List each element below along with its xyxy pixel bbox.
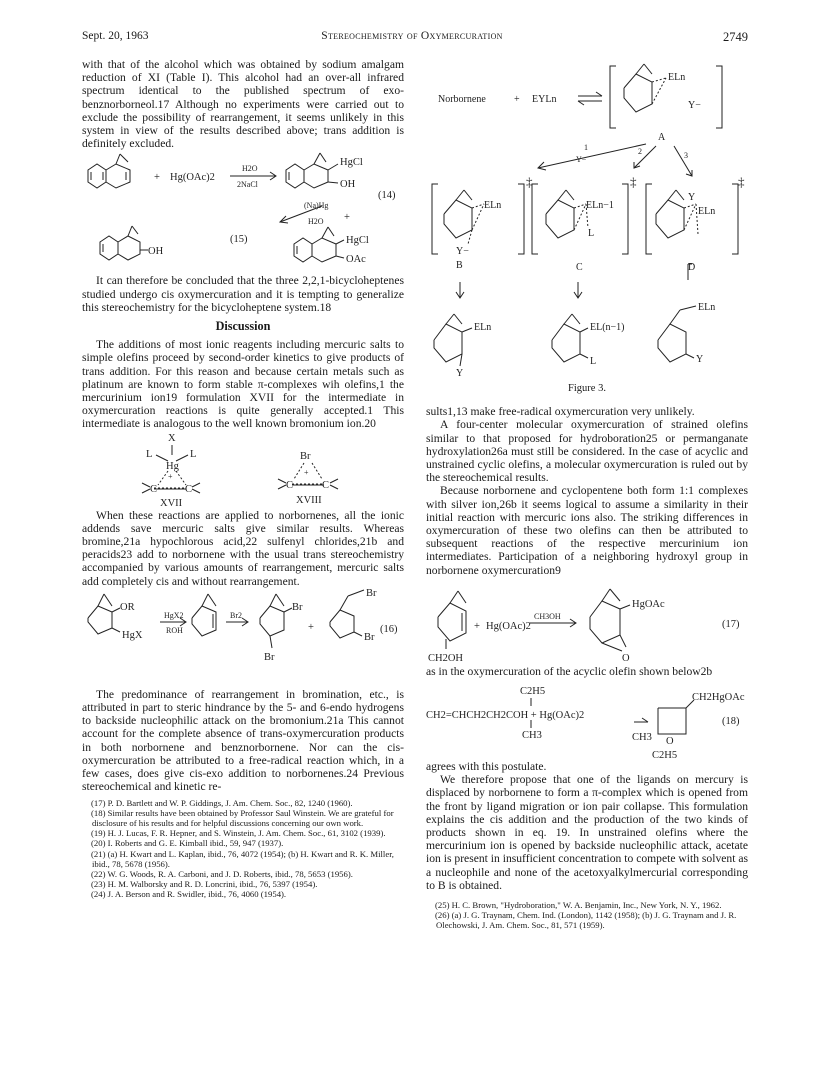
atom-label: C — [286, 479, 294, 491]
reagent-label: EYLn — [532, 94, 557, 105]
substituent-label: CH3 — [632, 732, 652, 744]
mercurinium-bromonium-figure — [82, 431, 404, 509]
substituent-label: Br — [264, 651, 275, 663]
footnote: (21) (a) H. Kwart and L. Kaplan, ibid., 76, 4072 (1954); (b) H. Kwart and R. K. Miller, ibid., 78, 5678 (1956). — [91, 848, 394, 869]
footnotes — [426, 900, 748, 931]
substituent-label: ELn — [668, 72, 686, 83]
substituent-label: Y — [688, 192, 696, 203]
right-column — [426, 58, 748, 931]
pathway-number: 1 — [584, 143, 588, 152]
arrow-above-label: Br2 — [230, 610, 242, 620]
atom-label: Br — [300, 450, 311, 462]
substituent-label: ELn — [698, 206, 716, 217]
transition-state-mark: ‡ — [630, 174, 637, 189]
plus-sign: + — [344, 212, 350, 224]
footnote: (24) J. A. Berson and R. Swidler, ibid., 76, 4060 (1954). — [91, 889, 287, 900]
figure-3 — [426, 58, 748, 376]
atom-label: C — [150, 483, 158, 495]
footnote: (18) Similar results have been obtained by Professor Saul Winstein. We are grateful for disclosure of his results and for helpful discussions concerning our own work. — [91, 807, 394, 828]
substituent-label: CH2HgOAc — [692, 692, 745, 704]
atom-label: C — [322, 479, 330, 491]
substituent-label: EL(n−1) — [590, 322, 625, 333]
charge-label: + — [304, 467, 309, 477]
reactant-label: CH2=CHCH2CH2COH + Hg(OAc)2 — [426, 710, 585, 722]
substituent-label: C2H5 — [520, 686, 546, 698]
substituent-label: HgCl — [346, 235, 369, 247]
substituent-label: OR — [120, 601, 135, 613]
intermediate-label: B — [456, 260, 463, 271]
substituent-label: ELn — [698, 302, 716, 313]
arrow-above-label: H2O — [242, 164, 258, 174]
transition-state-mark: ‡ — [738, 174, 745, 189]
equation-number: (15) — [230, 234, 248, 246]
substituent-label: OH — [340, 179, 356, 191]
equation-16-figure — [82, 588, 404, 688]
substituent-label: ELn−1 — [586, 200, 614, 211]
atom-label: C — [185, 483, 193, 495]
substituent-label: Br — [366, 587, 377, 599]
pathway-number: 3 — [684, 151, 688, 160]
substituent-label: OH — [148, 246, 164, 258]
charge-label: + — [168, 471, 173, 481]
arrow-above-label: CH3OH — [534, 611, 561, 621]
equation-17-figure — [426, 577, 748, 665]
atom-label: Hg — [166, 460, 179, 472]
substituent-label: ELn — [484, 200, 502, 211]
paragraph: It can therefore be concluded that the three 2,2,1-bicycloheptenes studied undergo cis oxymercuration and it is tempting to generalize this stereochemistry for the bicycloheptene system.18 — [82, 274, 404, 314]
atom-label: L — [146, 448, 153, 460]
substituent-label: HgOAc — [632, 598, 665, 610]
arrow-below-label: 2NaCl — [237, 180, 258, 190]
substituent-label: Br — [364, 631, 375, 643]
compound-label: XVII — [160, 497, 183, 509]
footnote: (23) H. M. Walborsky and R. D. Loncrini, ibid., 76, 5397 (1954). — [91, 879, 318, 890]
substituent-label: C2H5 — [652, 750, 678, 761]
header-date: Sept. 20, 1963 — [82, 30, 149, 42]
plus-sign: + — [514, 94, 520, 105]
reagent-label: Hg(OAc)2 — [486, 620, 531, 632]
substituent-label: CH2OH — [428, 652, 464, 664]
substituent-label: Y — [696, 354, 704, 365]
equation-number: (16) — [380, 623, 398, 635]
substituent-label: Y− — [456, 246, 469, 257]
arrow-above-label: HgX2 — [164, 610, 184, 620]
footnote: (20) I. Roberts and G. E. Kimball ibid., 59, 947 (1937). — [91, 838, 284, 849]
footnote: (19) H. J. Lucas, F. R. Hepner, and S. Winstein, J. Am. Chem. Soc., 61, 3102 (1939). — [91, 828, 386, 839]
left-column — [82, 58, 404, 900]
paragraph: as in the oxymercuration of the acyclic olefin shown below2b — [426, 664, 713, 678]
substituent-label: CH3 — [522, 730, 542, 742]
page-number: 2749 — [723, 30, 748, 44]
paragraph: A four-center molecular oxymercuration of strained olefins similar to that proposed for hydroboration25 or permanganate hydroxylation26a must still be considered. In the case of acyclic and unstrained cyclic olefins, a molecular oxymercuration is ruled out by the stereochemical results. — [426, 418, 748, 485]
plus-sign: + — [154, 172, 160, 184]
intermediate-label: C — [576, 262, 583, 273]
substituent-label: L — [588, 228, 595, 239]
arrow-below-label: H2O — [308, 217, 324, 227]
footnotes — [82, 798, 404, 900]
paragraph: agrees with this postulate. — [426, 760, 547, 774]
substituent-label: Y — [456, 368, 464, 376]
footnote: (17) P. D. Bartlett and W. P. Giddings, J. Am. Chem. Soc., 82, 1240 (1960). — [91, 797, 353, 808]
atom-label: L — [190, 448, 197, 460]
paragraph: Because norbornene and cyclopentene both form 1:1 complexes with silver ion,26b it seems logical to assume a similarity in their initial reaction with mercuric ions also. The striking differences in oxymercuration of these two olefins can then be attributed to subsequent reactions of the respective mercurinium ion intermediates. Participation of a neighboring hydroxyl group in norbornene oxymercuration9 — [426, 484, 748, 577]
paragraph: The predominance of rearrangement in bromination, etc., is attributed in part to steric hindrance by the 5- and 6-endo hydrogens to backside nucleophilic attack on the bromonium.21a This cannot account for the complete absence of trans-oxymercuration products in both norbornene and benznorbornene. Nor can the cis-oxymercuration be attributed to a free-radical reaction which, in a few cases, does give cis-exo addition to norbornenes.24 Previous stereochemical and kinetic re- — [82, 687, 404, 794]
figure-caption: Figure 3. — [568, 383, 606, 394]
header-title: Stereochemistry of Oxymercuration — [321, 30, 503, 42]
footnote: (22) W. G. Woods, R. A. Carboni, and J. D. Roberts, ibid., 78, 5653 (1956). — [91, 868, 353, 879]
pathway-label: Y− — [576, 155, 587, 164]
substituent-label: Y− — [688, 100, 701, 111]
running-header — [82, 30, 748, 46]
paragraph: sults1,13 make free-radical oxymercuration very unlikely. — [426, 405, 695, 419]
section-heading: Discussion — [215, 319, 271, 334]
transition-state-mark: ‡ — [526, 174, 533, 189]
compound-label: Norbornene — [438, 94, 486, 105]
equation-number: (17) — [722, 618, 740, 630]
arrow-above-label: (Na)Hg — [304, 201, 329, 211]
equation-number: (18) — [722, 716, 740, 728]
pathway-number: 2 — [638, 147, 642, 156]
paragraph: When these reactions are applied to norbornenes, all the ionic addends save mercuric salts give similar results. Whereas bromine,21a hypochlorous acid,22 sulfenyl chlorides,21b and peracids23 add to norbornene with the usual trans stereochemistry accompanied by various amounts of rearrangement, mercuric salts add completely cis and without rearrangement. — [82, 508, 404, 588]
compound-label: XVIII — [296, 494, 322, 506]
paragraph: with that of the alcohol which was obtained by sodium amalgam reduction of XI (Table I). This alcohol had an over-all infrared spectrum identical to the published spectrum of exo-benznorborneol.17 Although no experiments were carried out to exclude the possibility of rearrangement, it seems unlikely in this system in view of the results described above; trans addition is definitely excluded. — [82, 58, 404, 151]
footnote: (26) (a) J. G. Traynam, Chem. Ind. (London), 1142 (1958); (b) J. G. Traynam and J. R. Olechowski, J. Am. Chem. Soc., 81, 571 (1959). — [435, 910, 737, 931]
paragraph: We therefore propose that one of the ligands on mercury is displaced by norbornene to form a π-complex which is opened from the front by ligand migration or ion pair collapse. This formulation explains the cis addition and the production of the two kinds of products shown in eq. 19. In unstrained olefins where the mercurinium ion is opened by backside nucleophilic attack, acetate ion is present in insufficient concentration to compete with solvent as a nucleophile and none of the acetoxyalkylmercurial corresponding to B is obtained. — [426, 773, 748, 892]
substituent-label: ELn — [474, 322, 492, 333]
reagent-label: Hg(OAc)2 — [170, 172, 215, 184]
plus-sign: + — [474, 620, 480, 632]
substituent-label: HgX — [122, 629, 143, 641]
substituent-label: L — [590, 356, 597, 367]
substituent-label: HgCl — [340, 157, 363, 169]
equation-number: (14) — [378, 190, 396, 202]
substituent-label: Br — [292, 601, 303, 613]
arrow-below-label: ROH — [166, 625, 183, 635]
intermediate-label: D — [688, 262, 696, 273]
atom-label: O — [666, 736, 674, 748]
plus-sign: + — [308, 621, 314, 633]
atom-label: X — [168, 432, 176, 444]
equation-18-figure — [426, 678, 748, 760]
atom-label: O — [622, 652, 630, 664]
paragraph: The additions of most ionic reagents including mercuric salts to simple olefins proceed by second-order kinetics to give products of trans addition. For this reason and because certain metals such as platinum are known to form stable π-complexes wih olefins,1 the mercurinium ion19 formulation XVII for the intermediate in oxymercuration reactions is quite generally accepted.1 This intermediate is analogous to the well known bromonium ion.20 — [82, 338, 404, 431]
footnote: (25) H. C. Brown, "Hydroboration," W. A. Benjamin, Inc., New York, N. Y., 1962. — [435, 900, 722, 911]
equation-14-figure — [82, 150, 404, 274]
substituent-label: OAc — [346, 254, 366, 266]
intermediate-label: A — [658, 132, 666, 143]
